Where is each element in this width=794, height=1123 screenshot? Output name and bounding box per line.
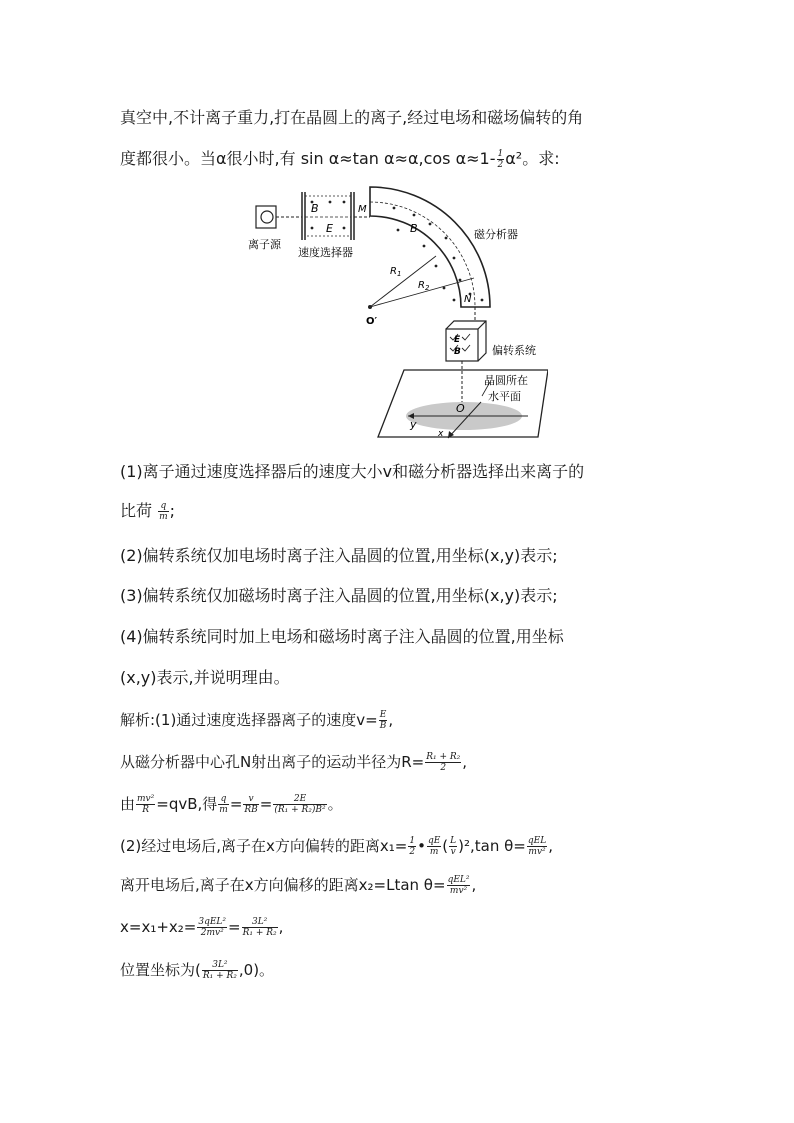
intro-line-2-tail: α²。求: (505, 149, 560, 168)
solution-6-frac-2-den: R₁ + R₂ (242, 928, 277, 938)
question-1-line-2 (120, 501, 175, 522)
solution-4-text-c: ( (442, 837, 449, 855)
solution-4-frac-1 (408, 836, 416, 857)
label-O-prime: O′ (366, 316, 378, 327)
solution-3-frac-3-num: v (243, 794, 258, 805)
solution-6-frac-2-num: 3L² (242, 917, 278, 928)
velocity-fraction (379, 710, 388, 731)
half-fraction-den: 2 (497, 160, 504, 170)
radius-fraction-num: R₁ + R₂ (426, 752, 461, 762)
velocity-fraction-num: E (379, 710, 387, 720)
solution-3-frac-2 (218, 794, 229, 815)
solution-4-frac-1-num: 1 (409, 836, 416, 846)
question-2: (2)偏转系统仅加电场时离子注入晶圆的位置,用坐标(x,y)表示; (120, 546, 558, 565)
center-O-prime-dot (368, 305, 372, 309)
question-1-text: 比荷 (120, 501, 153, 520)
ion-source-icon (256, 206, 276, 228)
charge-mass-den: m (159, 512, 168, 522)
label-x: x (438, 429, 444, 439)
half-fraction-num: 1 (497, 149, 504, 159)
solution-4-text-a: (2)经过电场后,离子在x方向偏转的距离x₁= (120, 837, 408, 855)
solution-6-text-a: x=x₁+x₂= (120, 918, 197, 936)
label-R1: $R_1$ (390, 266, 402, 278)
solution-line-5 (120, 875, 476, 896)
solution-line-1 (120, 710, 393, 731)
analyzer-B-label: B (410, 222, 418, 235)
solution-2-tail: , (462, 753, 468, 771)
charge-mass-fraction (158, 501, 169, 522)
label-N: N (464, 294, 472, 305)
question-4-line-2: (x,y)表示,并说明理由。 (120, 668, 290, 687)
solution-line-6 (120, 917, 283, 938)
solution-2-text: 从磁分析器中心孔N射出离子的运动半径为R= (120, 753, 425, 771)
wafer-plane-label-1: 晶圆所在 (484, 374, 528, 387)
solution-3-frac-4 (273, 794, 326, 815)
intro-line-1: 真空中,不计离子重力,打在晶圆上的离子,经过电场和磁场偏转的角 (120, 108, 584, 127)
solution-3-frac-2-den: m (219, 805, 228, 815)
velocity-fraction-den: B (379, 721, 387, 731)
solution-1-tail: , (388, 711, 394, 729)
box-E-label: E (454, 335, 461, 345)
solution-6-frac-1 (197, 917, 227, 938)
magnetic-analyzer-shape (370, 187, 490, 307)
solution-4-frac-3 (449, 836, 457, 857)
deflection-system-label: 偏转系统 (492, 344, 536, 357)
solution-3-text-a: 由 (120, 795, 136, 813)
solution-line-7 (120, 960, 274, 981)
solution-4-frac-4-den: mv² (528, 847, 546, 857)
question-4-line-1: (4)偏转系统同时加上电场和磁场时离子注入晶圆的位置,用坐标 (120, 627, 564, 646)
label-y: y (410, 418, 417, 431)
solution-5-frac-num: qEL² (447, 875, 470, 885)
solution-5-tail: , (471, 876, 477, 894)
question-1-tail: ; (169, 501, 176, 520)
ion-source-label: 离子源 (248, 238, 281, 251)
selector-B-label: B (311, 202, 319, 215)
label-O: O (456, 402, 465, 415)
solution-3-text-e: 。 (327, 795, 343, 813)
apparatus-diagram (248, 182, 548, 444)
velocity-selector-label: 速度选择器 (298, 246, 353, 259)
solution-5-frac (447, 875, 471, 896)
solution-4-frac-4 (527, 836, 547, 857)
solution-4-frac-3-num: L (450, 836, 457, 846)
solution-7-frac-den: R₁ + R₂ (202, 971, 237, 981)
radius-fraction (425, 752, 461, 773)
solution-3-text-c: = (229, 795, 243, 813)
solution-6-frac-1-den: 2mv² (200, 928, 224, 938)
solution-7-tail: ,0)。 (238, 961, 275, 979)
magnetic-analyzer-label: 磁分析器 (474, 228, 518, 241)
solution-3-frac-4-den: (R₁ + R₂)B² (274, 805, 326, 815)
solution-4-frac-2 (427, 836, 441, 857)
solution-6-text-b: = (228, 918, 241, 936)
solution-3-frac-1-num: mv² (137, 794, 155, 804)
label-R2: $R_2$ (418, 280, 430, 292)
solution-4-text-e: , (548, 837, 553, 855)
question-3: (3)偏转系统仅加磁场时离子注入晶圆的位置,用坐标(x,y)表示; (120, 586, 558, 605)
solution-4-frac-2-num: qE (427, 836, 441, 846)
solution-3-text-d: = (259, 795, 273, 813)
solution-6-text-c: , (278, 918, 284, 936)
radius-R1-line (370, 256, 436, 307)
solution-4-text-d: )²,tan θ= (458, 837, 526, 855)
question-1-line-1: (1)离子通过速度选择器后的速度大小v和磁分析器选择出来离子的 (120, 462, 585, 481)
solution-3-text-b: =qvB,得 (156, 795, 218, 813)
half-fraction (497, 149, 505, 170)
solution-3-frac-1 (136, 794, 155, 815)
charge-mass-num: q (158, 501, 169, 512)
solution-line-4 (120, 836, 553, 857)
intro-line-2-text: 度都很小。当α很小时,有 sin α≈tan α≈α,cos α≈1- (120, 149, 496, 168)
solution-7-frac (202, 960, 238, 981)
solution-3-frac-4-num: 2E (273, 794, 326, 805)
solution-line-3 (120, 794, 343, 815)
intro-line-2 (120, 149, 560, 170)
solution-6-frac-2 (242, 917, 278, 938)
solution-4-frac-3-den: v (450, 847, 456, 857)
solution-line-2 (120, 752, 467, 773)
solution-6-frac-1-num: 3qEL² (198, 917, 227, 927)
analyzer-field-dots (393, 207, 484, 302)
solution-3-frac-2-num: q (218, 794, 229, 805)
selector-E-label: E (326, 222, 333, 235)
solution-4-text-b: • (417, 837, 426, 855)
radius-fraction-den: 2 (440, 763, 447, 773)
solution-3-frac-3-den: RB (244, 805, 258, 815)
deflection-system-box (446, 321, 486, 361)
solution-3-frac-1-den: R (142, 805, 150, 815)
solution-4-frac-2-den: m (429, 847, 439, 857)
solution-5-text: 离开电场后,离子在x方向偏移的距离x₂=Ltan θ= (120, 876, 446, 894)
solution-1-text: 解析:(1)通过速度选择器离子的速度v= (120, 711, 378, 729)
box-B-label: B (454, 347, 461, 357)
wafer-plane-label-2: 水平面 (488, 390, 521, 403)
label-M: M (358, 204, 367, 215)
solution-3-frac-3 (243, 794, 258, 815)
solution-5-frac-den: mv² (449, 886, 468, 896)
solution-7-frac-num: 3L² (202, 960, 238, 971)
solution-7-text: 位置坐标为( (120, 961, 201, 979)
solution-4-frac-4-num: qEL (527, 836, 547, 846)
solution-4-frac-1-den: 2 (409, 847, 416, 857)
